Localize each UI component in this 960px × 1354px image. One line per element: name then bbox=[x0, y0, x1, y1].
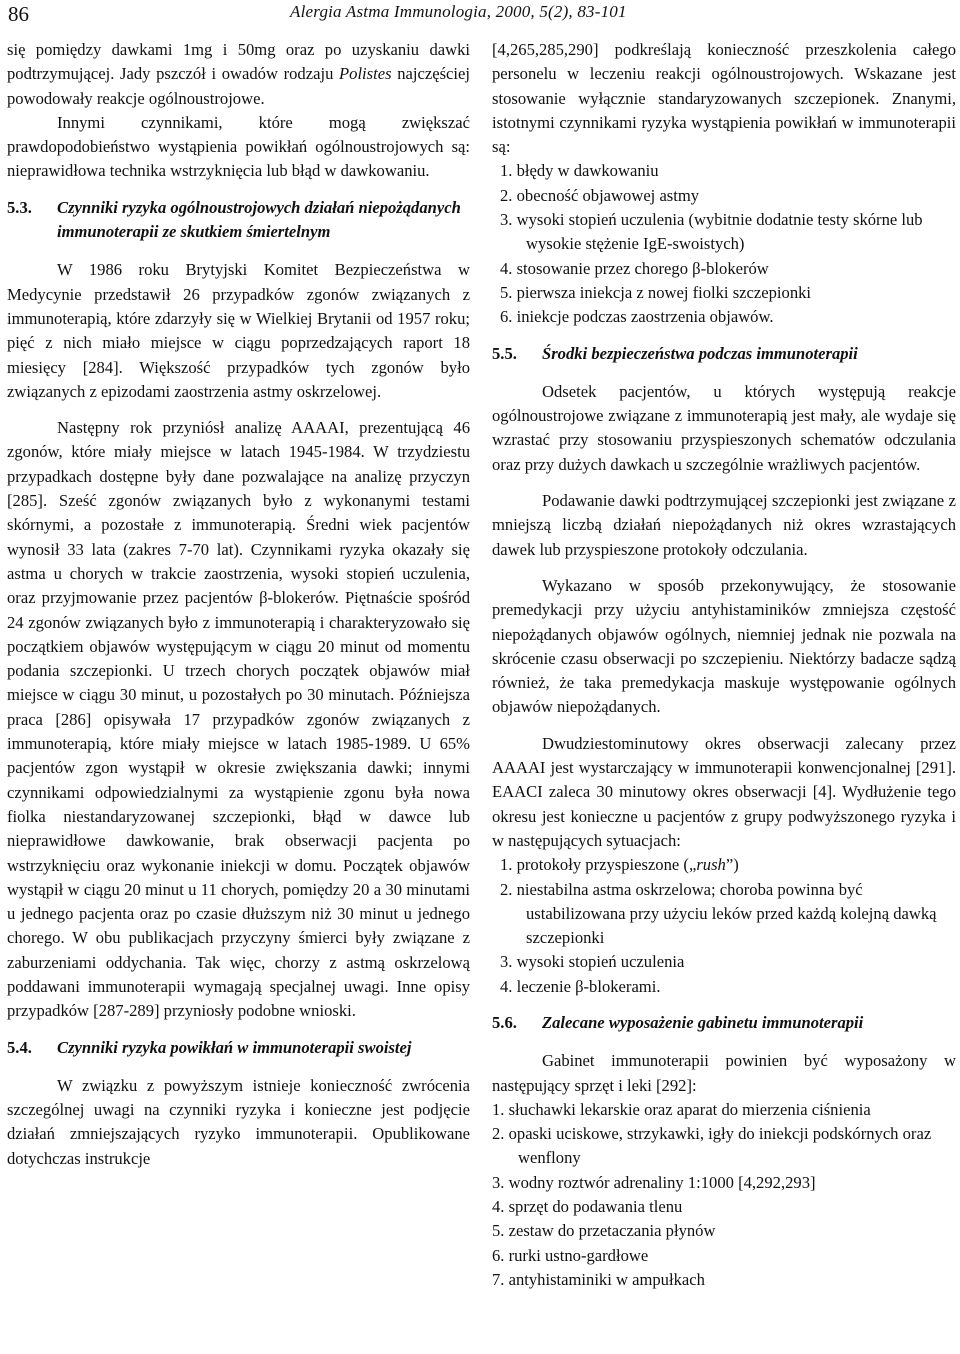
paragraph-left-3: W 1986 roku Brytyjski Komitet Bezpieczeństwa w Medycynie przedstawił 26 przypadków zgonów związanych z immunoterapią, które zdarzyły się w Wielkiej Brytanii od 1957 roku; pięć z nich miało miejsce w ciągu poprzedzających raport 18 miesięcy [284]. Większość przypadków tych zgonów było związanych z epizodami zaostrzenia astmy oskrzelowej. bbox=[7, 260, 470, 401]
list-item: 1. słuchawki lekarskie oraz aparat do mierzenia ciśnienia bbox=[492, 1099, 871, 1119]
paragraph-left-5: W związku z powyższym istnieje konieczność zwrócenia szczególnej uwagi na czynniki ryzyka i konieczne jest podjęcie działań zmniejszających ryzyko immunoterapii. Opublikowane dotychczas instrukcje bbox=[7, 1075, 470, 1168]
list-item: 3. wysoki stopień uczulenia (wybitnie dodatnie testy skórne lub wysokie stężenie IgE-swoistych) bbox=[500, 210, 923, 254]
list-item: 1. błędy w dawkowaniu bbox=[500, 161, 659, 181]
list-item: 6. rurki ustno-gardłowe bbox=[492, 1245, 649, 1265]
list-item: 2. obecność objawowej astmy bbox=[500, 185, 700, 205]
paragraph-left-4: Następny rok przyniósł analizę AAAAI, prezentującą 46 zgonów, które miały miejsce w latach 1945-1984. W trzydziestu przypadkach dostępne były dane pozwalające na analizę przyczyn [285]. Sześć zgonów związanych było z wykonanymi testami skórnymi, a pozostałe z immunoterapią. Średni wiek pacjentów wynosił 33 lata (zakres 7-70 lat). Czynnikami ryzyka okazały się astma u chorych w trakcie zaostrzenia, wysoki stopień uczulenia, oraz przyjmowanie przez pacjentów β-blokerów. Piętnaście spośród 24 zgonów związanych było z immunoterapią i charakteryzowało się początkiem objawów występującym w ciągu 20 minut od momentu podania szczepionki. U trzech chorych początek objawów miał miejsce w ciągu 30 minut, u pozostałych po 30 minutach. Późniejsza praca [286] opisywała 17 przypadków zgonów związanych z immunoterapią, które miały miejsce w latach 1985-1989. U 65% pacjentów zgon wystąpił w okresie zwiększania dawki; innymi czynnikami odpowiedzialnymi za wystąpienie zgonu była nowa fiolka niestandaryzowanej szczepionki, błąd w dawce lub nieprawidłowe dawkowanie, brak obserwacji pacjenta po wstrzyknięciu oraz wykonanie iniekcji w domu. Początek objawów wystąpił w ciągu 20 minut u 11 chorych, pomiędzy 20 a 30 minutami u jednego pacjenta oraz po czasie dłuższym niż 30 minut u jednego chorego. W obu publikacjach przyczyny śmierci były związane z zaburzeniami oddychania. Tak więc, chorzy z astmą oskrzelową poddawani immunoterapii wymagają specjalnej uwagi. Inne opisy przypadków [287-289] przyniosły podobne wnioski. bbox=[7, 418, 470, 1021]
list-item: 7. antyhistaminiki w ampułkach bbox=[492, 1269, 705, 1289]
paragraph-left-1: się pomiędzy dawkami 1mg i 50mg oraz po uzyskaniu dawki podtrzymującej. Jady pszczół i owadów rodzaju Polistes najczęściej powodowały reakcje ogólnoustrojowe. bbox=[7, 40, 470, 108]
paragraph-right-1: [4,265,285,290] podkreślają konieczność przeszkolenia całego personelu w leczeniu reakcji ogólnoustrojowych. Wskazane jest stosowanie wyłącznie standaryzowanych szczepionek. Znanymi, istotnymi czynnikami ryzyka wystąpienia powikłań w immunoterapii są: bbox=[492, 40, 956, 157]
section-heading-5-3: 5.3. Czynniki ryzyka ogólnoustrojowych działań niepożądanych immunoterapii ze skutkiem śmiertelnym bbox=[7, 197, 461, 242]
running-title: Alergia Astma Immunologia, 2000, 5(2), 83-101 bbox=[290, 2, 627, 21]
list-item: 4. sprzęt do podawania tlenu bbox=[492, 1197, 683, 1217]
right-column bbox=[492, 38, 956, 1292]
list-item: 3. wodny roztwór adrenaliny 1:1000 [4,292,293] bbox=[492, 1172, 816, 1192]
list-item: 5. pierwsza iniekcja z nowej fiolki szczepionki bbox=[500, 282, 812, 302]
paragraph-right-2: Odsetek pacjentów, u których występują reakcje ogólnoustrojowe związane z immunoterapią jest mały, ale wydaje się wzrastać przy stosowaniu przyspieszonych schematów odczulania oraz przy dużych dawkach u szczególnie wrażliwych pacjentów. bbox=[492, 381, 956, 474]
list-item: 5. zestaw do przetaczania płynów bbox=[492, 1221, 716, 1241]
equipment-list bbox=[492, 1098, 956, 1292]
paragraph-right-6: Gabinet immunoterapii powinien być wyposażony w następujący sprzęt i leki [292]: bbox=[492, 1051, 956, 1095]
list-item: 6. iniekcje podczas zaostrzenia objawów. bbox=[500, 307, 774, 327]
section-heading-5-5: 5.5. Środki bezpieczeństwa podczas immunoterapii bbox=[492, 343, 858, 363]
list-item: 2. niestabilna astma oskrzelowa; choroba powinna być ustabilizowana przy użyciu leków przed każdą kolejną dawką szczepionki bbox=[500, 879, 937, 948]
list-item: 4. stosowanie przez chorego β-blokerów bbox=[500, 258, 769, 278]
paragraph-right-4: Wykazano w sposób przekonywujący, że stosowanie premedykacji przy użyciu antyhistaminików zmniejsza częstość niepożądanych objawów ogólnych, niemniej jednak nie pozwala na skrócenie czasu obserwacji po szczepieniu. Niektórzy badacze sądzą również, że taka premedykacja maskuje występowanie ogólnych objawów niepożądanych. bbox=[492, 575, 956, 717]
paragraph-left-2: Innymi czynnikami, które mogą zwiększać prawdopodobieństwo wystąpienia powikłań ogólnoustrojowych są: nieprawidłowa technika wstrzyknięcia lub błąd w dawkowaniu. bbox=[7, 112, 470, 181]
paragraph-right-5: Dwudziestominutowy okres obserwacji zalecany przez AAAAI jest wystarczający w immunoterapii konwencjonalnej [291]. EAACI zaleca 30 minutowy okres obserwacji [4]. Wydłużenie tego okresu jest konieczne u pacjentów z grupy podwyższonego ryzyka i w następujących sytuacjach: bbox=[492, 733, 956, 850]
left-column bbox=[7, 38, 470, 1171]
list-item: 4. leczenie β-blokerami. bbox=[500, 976, 661, 996]
page-header bbox=[0, 0, 960, 36]
list-item: 3. wysoki stopień uczulenia bbox=[500, 952, 685, 972]
list-item: 2. opaski uciskowe, strzykawki, igły do iniekcji podskórnych oraz wenflony bbox=[492, 1124, 932, 1168]
extended-observation-list bbox=[492, 853, 956, 999]
risk-factor-list bbox=[492, 159, 956, 329]
list-item: 1. protokoły przyspieszone („rush”) bbox=[500, 855, 739, 875]
paragraph-right-3: Podawanie dawki podtrzymującej szczepionki jest związane z mniejszą liczbą działań niepożądanych niż okres wzrastających dawek lub przyspieszone protokoły odczulania. bbox=[492, 491, 956, 559]
section-heading-5-4: 5.4. Czynniki ryzyka powikłań w immunoterapii swoistej bbox=[7, 1037, 412, 1057]
page-number: 86 bbox=[8, 2, 29, 26]
section-heading-5-6: 5.6. Zalecane wyposażenie gabinetu immunoterapii bbox=[492, 1012, 864, 1032]
